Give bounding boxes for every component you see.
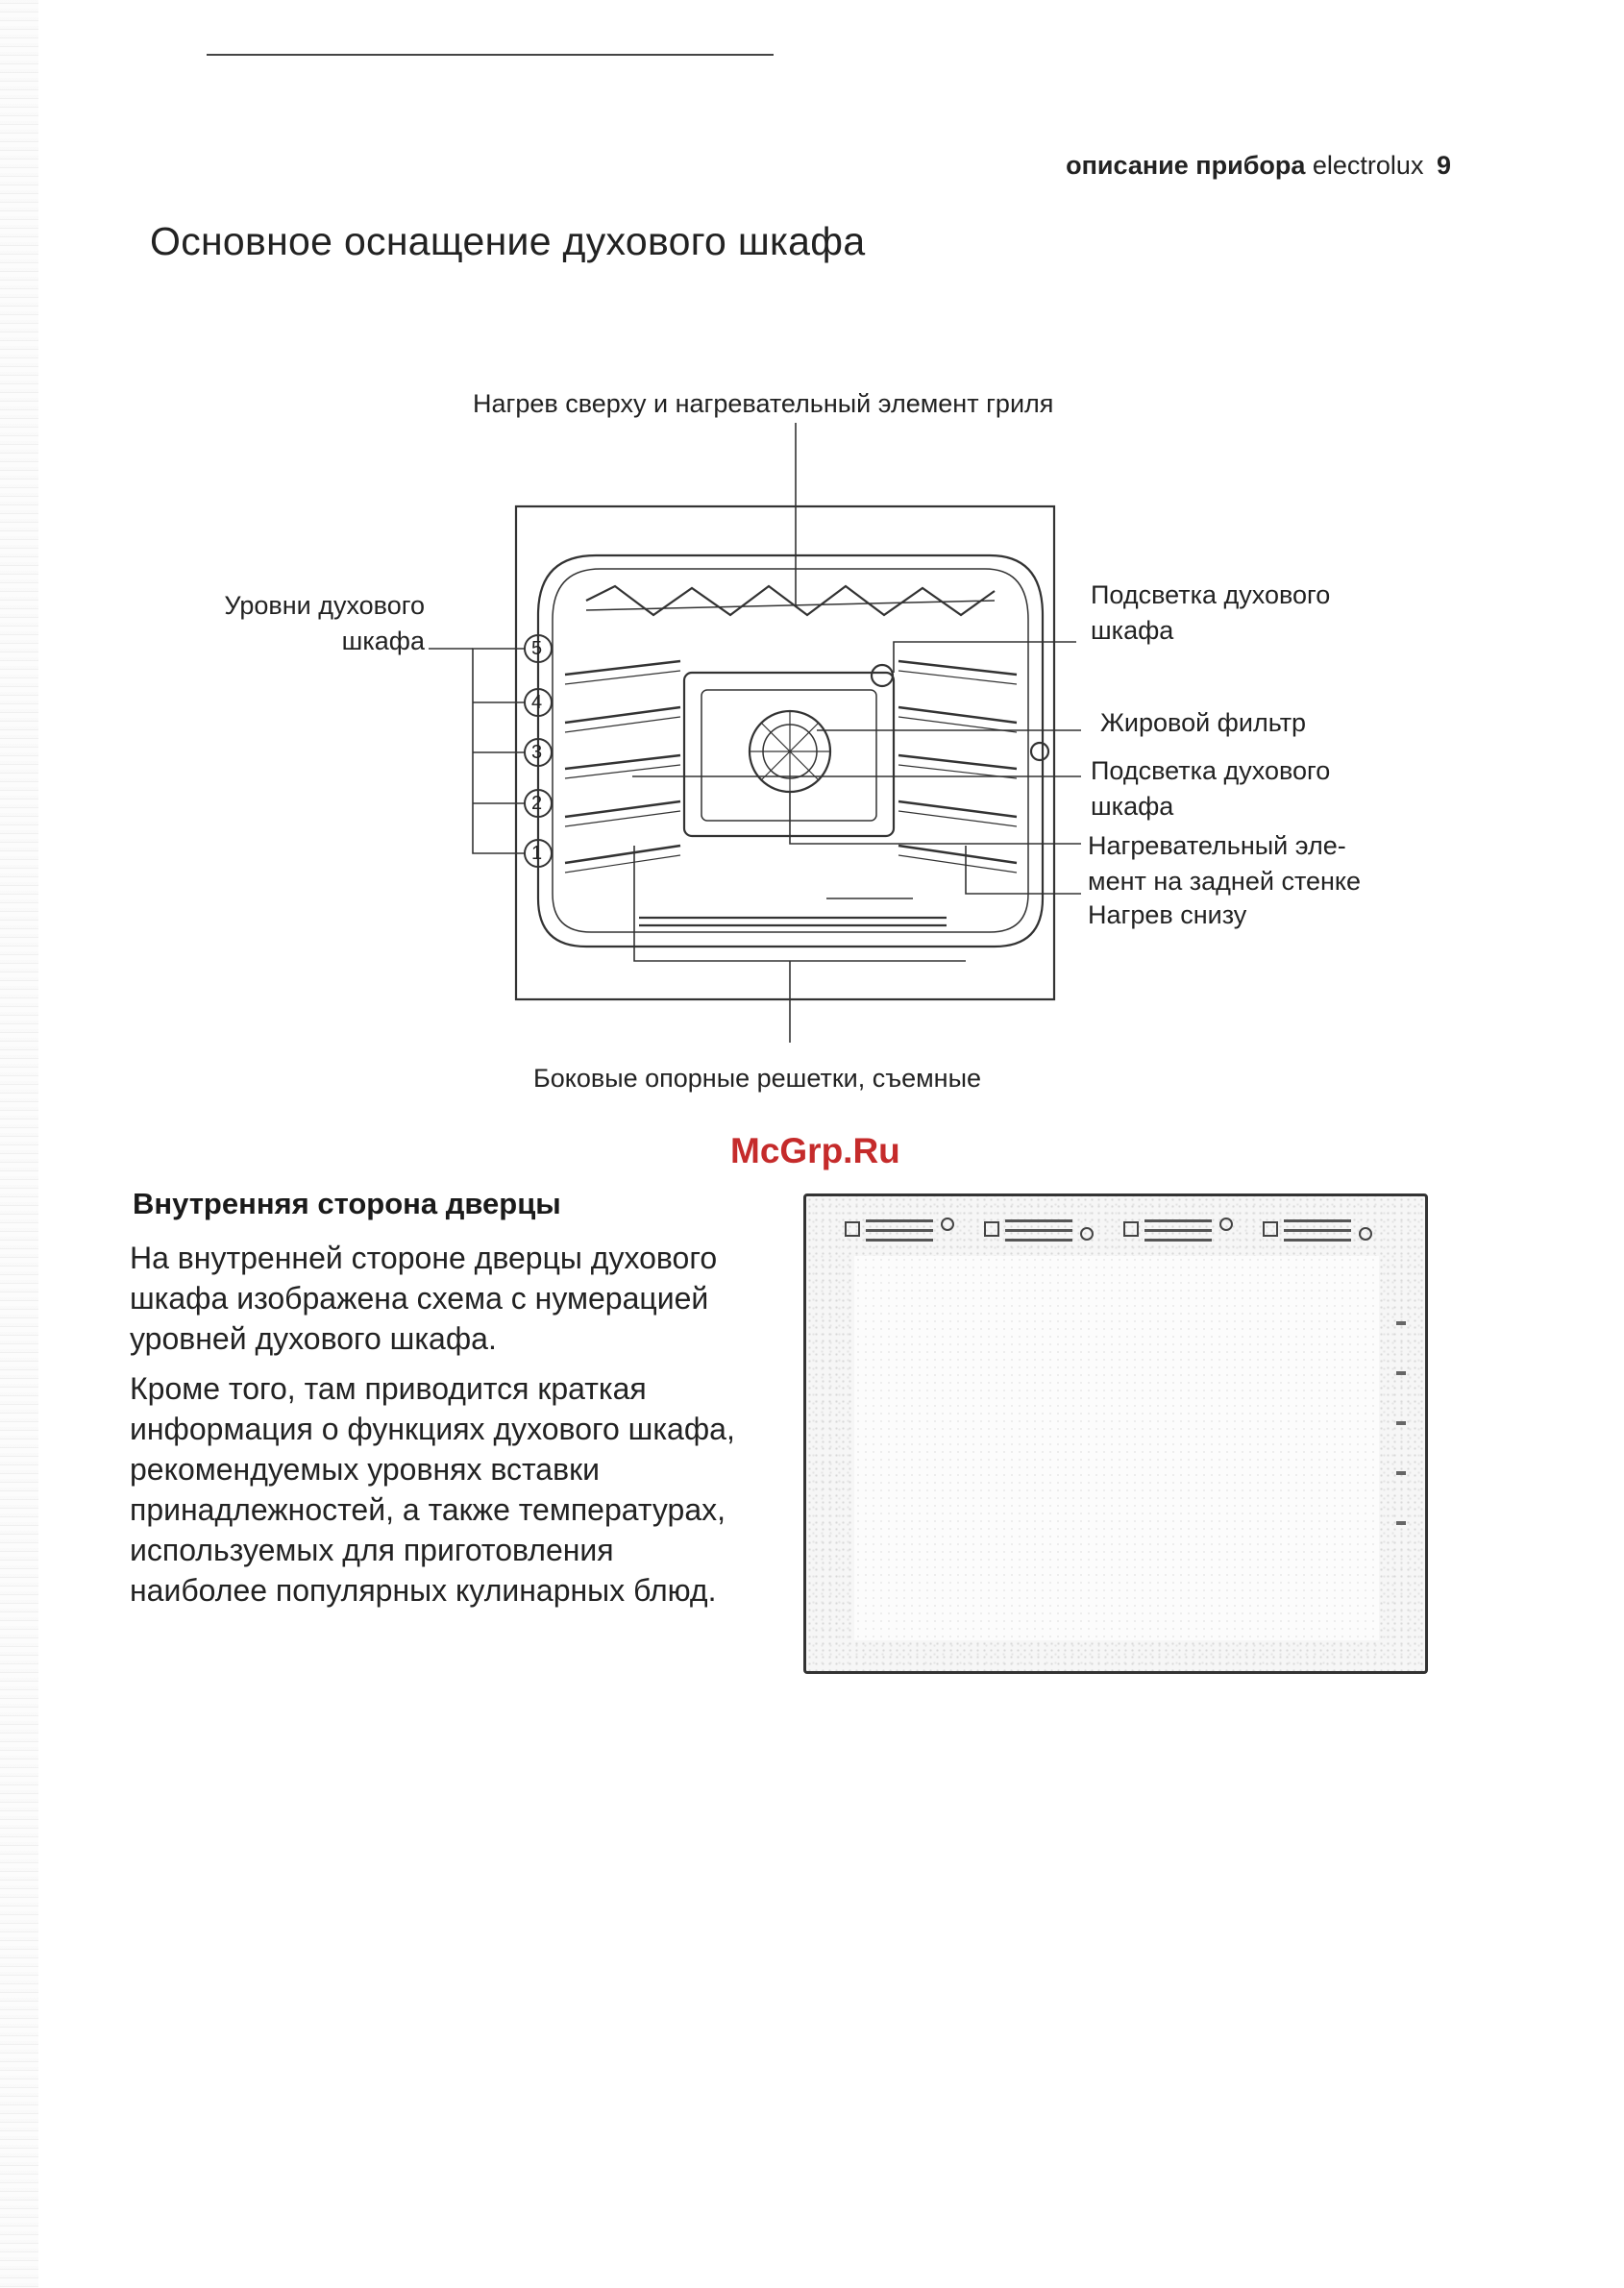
oven-light-bottom bbox=[1031, 743, 1048, 760]
oven-diagram bbox=[0, 0, 1624, 1115]
page-number: 9 bbox=[1436, 151, 1451, 180]
page-title: Основное оснащение духового шкафа bbox=[150, 219, 866, 263]
header-brand: electrolux bbox=[1312, 151, 1424, 180]
right-side-racks bbox=[898, 661, 1017, 863]
label-levels: Уровни духового шкафа bbox=[224, 591, 425, 655]
label-grease-filter: Жировой фильтр bbox=[1100, 708, 1307, 737]
door-glass-area bbox=[854, 1256, 1379, 1640]
door-paragraph-2: Кроме того, там приводится краткая информация о функциях духового шкафа, рекомендуемых уровнях вставки принадлежностей, а также температурах, используемых для приготовления наиболее популярных кулинарных блюд. bbox=[130, 1371, 735, 1608]
label-light-top: Подсветка духового шкафа bbox=[1091, 580, 1331, 645]
door-level-tick bbox=[1396, 1371, 1406, 1375]
door-level-tick bbox=[1396, 1471, 1406, 1475]
oven-light-top bbox=[872, 665, 893, 686]
door-paragraph-1: На внутренней стороне дверцы духового шкафа изображена схема с нумерацией уровней духового шкафа. bbox=[130, 1241, 718, 1356]
level-4: 4 bbox=[531, 692, 543, 713]
door-inner-side-image bbox=[803, 1193, 1428, 1674]
back-panel bbox=[684, 673, 894, 836]
door-function-icon-3 bbox=[1123, 1214, 1248, 1252]
door-level-tick bbox=[1396, 1421, 1406, 1425]
door-section-title: Внутренняя сторона дверцы bbox=[133, 1187, 561, 1220]
bottom-heating-element bbox=[639, 918, 947, 925]
label-bottom-heating: Нагрев снизу bbox=[1088, 900, 1247, 929]
level-3: 3 bbox=[531, 742, 543, 763]
door-level-tick bbox=[1396, 1321, 1406, 1325]
label-light-bottom: Подсветка духового шкафа bbox=[1091, 756, 1331, 821]
label-top-heating: Нагрев сверху и нагревательный элемент гриля bbox=[473, 389, 1054, 418]
door-function-icon-2 bbox=[984, 1214, 1109, 1252]
door-function-icon-1 bbox=[845, 1214, 970, 1252]
label-rear-element: Нагревательный эле- мент на задней стенке bbox=[1088, 831, 1362, 896]
left-side-racks bbox=[565, 661, 680, 863]
door-function-icon-4 bbox=[1263, 1214, 1388, 1252]
label-side-racks: Боковые опорные решетки, съемные bbox=[533, 1064, 982, 1093]
header-section: описание прибора bbox=[1066, 151, 1306, 180]
level-5: 5 bbox=[531, 638, 543, 659]
top-heating-element bbox=[586, 586, 995, 615]
oven-diagram-drawing bbox=[0, 0, 1624, 1115]
level-1: 1 bbox=[531, 843, 543, 864]
door-level-tick bbox=[1396, 1521, 1406, 1525]
level-2: 2 bbox=[531, 793, 543, 814]
door-function-strip bbox=[845, 1214, 1387, 1252]
watermark: McGrp.Ru bbox=[730, 1131, 900, 1170]
